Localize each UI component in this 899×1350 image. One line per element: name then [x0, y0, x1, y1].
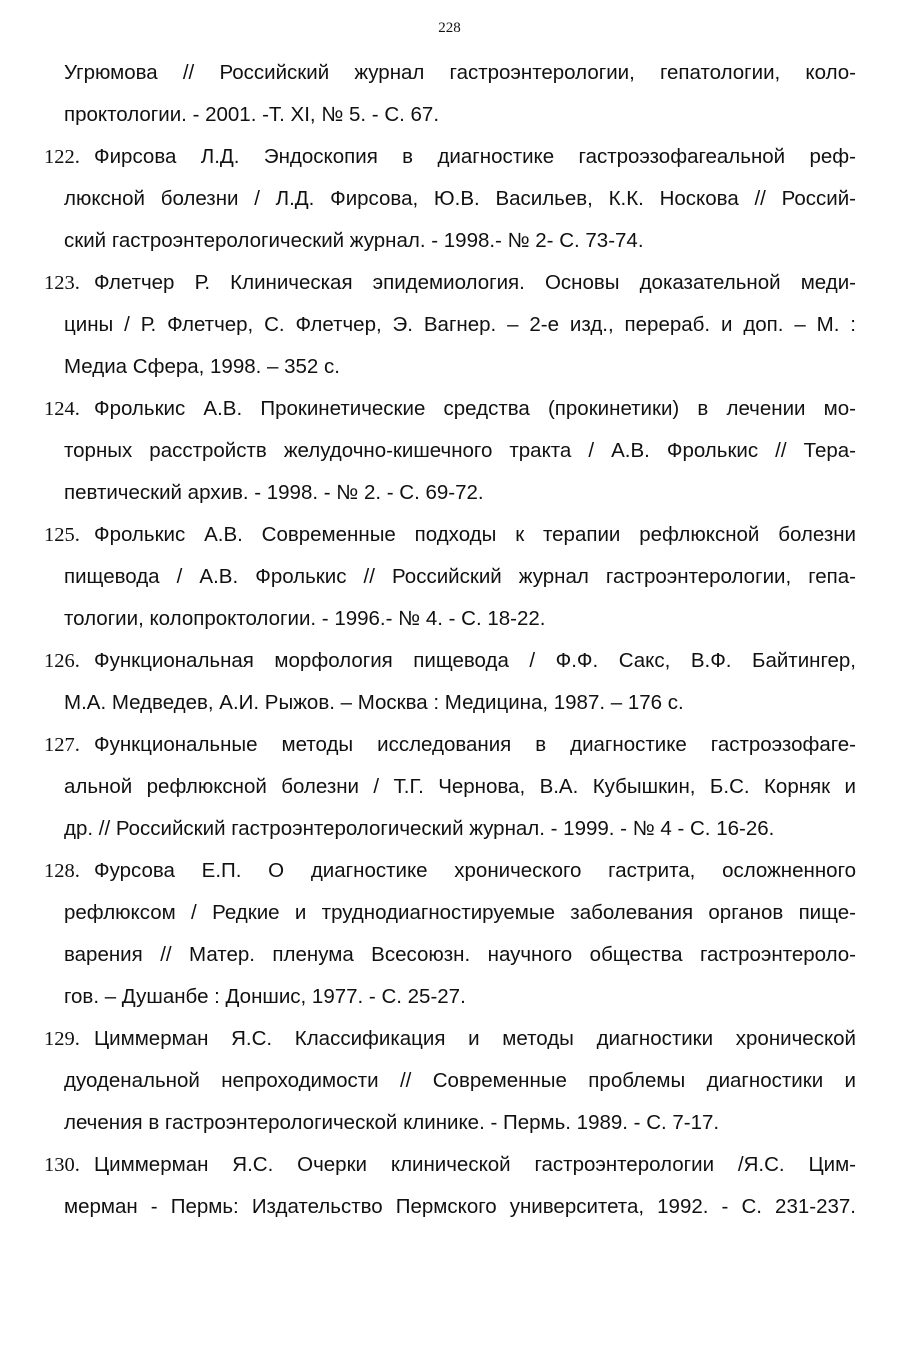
reference-text: М.А. Медведев, А.И. Рыжов. – Москва : Медицина, 1987. – 176 с. — [64, 691, 684, 714]
reference-number: 127. — [44, 734, 80, 756]
reference-text: альной рефлюксной болезни / Т.Г. Чернова, В.А. Кубышкин, Б.С. Корняк и — [64, 775, 856, 798]
reference-entry-line — [44, 52, 856, 94]
page-number: 228 — [438, 20, 461, 36]
reference-text: Угрюмова // Российский журнал гастроэнтерологии, гепатологии, коло- — [64, 61, 856, 84]
reference-entry-line — [44, 304, 856, 346]
reference-list — [44, 52, 856, 1228]
reference-entry-first-line — [44, 388, 856, 430]
reference-text: Фирсова Л.Д. Эндоскопия в диагностике гастроэзофагеальной реф- — [94, 145, 856, 168]
reference-text: мерман - Пермь: Издательство Пермского университета, 1992. - С. 231-237. — [64, 1195, 856, 1218]
reference-text: пищевода / А.В. Фролькис // Российский журнал гастроэнтерологии, гепа- — [64, 565, 856, 588]
reference-text: торных расстройств желудочно-кишечного тракта / А.В. Фролькис // Тера- — [64, 439, 856, 462]
reference-number: 124. — [44, 398, 80, 420]
reference-text: гов. – Душанбе : Доншис, 1977. - С. 25-27. — [64, 985, 466, 1008]
reference-text: Медиа Сфера, 1998. – 352 с. — [64, 355, 340, 378]
reference-number: 129. — [44, 1028, 80, 1050]
reference-text: дуоденальной непроходимости // Современные проблемы диагностики и — [64, 1069, 856, 1092]
reference-number: 125. — [44, 524, 80, 546]
reference-entry-line — [44, 346, 856, 388]
reference-text: Фурсова Е.П. О диагностике хронического гастрита, осложненного — [94, 859, 856, 882]
reference-entry-line — [44, 178, 856, 220]
reference-entry-line — [44, 682, 856, 724]
reference-entry-first-line — [44, 1144, 856, 1186]
reference-entry-line — [44, 598, 856, 640]
reference-number: 130. — [44, 1154, 80, 1176]
reference-entry-first-line — [44, 262, 856, 304]
reference-text: Циммерман Я.С. Классификация и методы диагностики хронической — [94, 1027, 856, 1050]
reference-text: Функциональные методы исследования в диагностике гастроэзофаге- — [94, 733, 856, 756]
reference-entry-first-line — [44, 136, 856, 178]
reference-text: ский гастроэнтерологический журнал. - 1998.- № 2- С. 73-74. — [64, 229, 644, 252]
reference-entry-line — [44, 766, 856, 808]
reference-entry-line — [44, 1102, 856, 1144]
reference-number: 123. — [44, 272, 80, 294]
reference-text: варения // Матер. пленума Всесоюзн. научного общества гастроэнтероло- — [64, 943, 856, 966]
reference-entry-line — [44, 430, 856, 472]
reference-number: 122. — [44, 146, 80, 168]
reference-text: Фролькис А.В. Прокинетические средства (прокинетики) в лечении мо- — [94, 397, 856, 420]
reference-text: проктологии. - 2001. -Т. XI, № 5. - С. 67. — [64, 103, 440, 126]
reference-entry-line — [44, 1186, 856, 1228]
reference-text: цины / Р. Флетчер, С. Флетчер, Э. Вагнер. – 2-е изд., перераб. и доп. – М. : — [64, 313, 856, 336]
reference-entry-line — [44, 976, 856, 1018]
reference-text: певтический архив. - 1998. - № 2. - С. 69-72. — [64, 481, 484, 504]
reference-entry-first-line — [44, 1018, 856, 1060]
reference-text: Функциональная морфология пищевода / Ф.Ф. Сакс, В.Ф. Байтингер, — [94, 649, 856, 672]
reference-entry-first-line — [44, 640, 856, 682]
reference-entry-line — [44, 808, 856, 850]
reference-text: люксной болезни / Л.Д. Фирсова, Ю.В. Васильев, К.К. Носкова // Россий- — [64, 187, 856, 210]
reference-number: 128. — [44, 860, 80, 882]
reference-text: Циммерман Я.С. Очерки клинической гастроэнтерологии /Я.С. Цим- — [94, 1153, 856, 1176]
reference-entry-first-line — [44, 514, 856, 556]
reference-text: Фролькис А.В. Современные подходы к терапии рефлюксной болезни — [94, 523, 856, 546]
reference-text: лечения в гастроэнтерологической клинике. - Пермь. 1989. - С. 7-17. — [64, 1111, 720, 1134]
reference-text: Флетчер Р. Клиническая эпидемиология. Основы доказательной меди- — [94, 271, 856, 294]
reference-entry-line — [44, 556, 856, 598]
reference-entry-first-line — [44, 724, 856, 766]
reference-number: 126. — [44, 650, 80, 672]
reference-text: тологии, колопроктологии. - 1996.- № 4. - С. 18-22. — [64, 607, 546, 630]
reference-entry-line — [44, 1060, 856, 1102]
reference-entry-line — [44, 934, 856, 976]
reference-entry-line — [44, 220, 856, 262]
reference-text: др. // Российский гастроэнтерологический журнал. - 1999. - № 4 - С. 16-26. — [64, 817, 775, 840]
reference-text: рефлюксом / Редкие и труднодиагностируемые заболевания органов пище- — [64, 901, 856, 924]
reference-entry-first-line — [44, 850, 856, 892]
reference-entry-line — [44, 472, 856, 514]
reference-entry-line — [44, 892, 856, 934]
reference-entry-line — [44, 94, 856, 136]
